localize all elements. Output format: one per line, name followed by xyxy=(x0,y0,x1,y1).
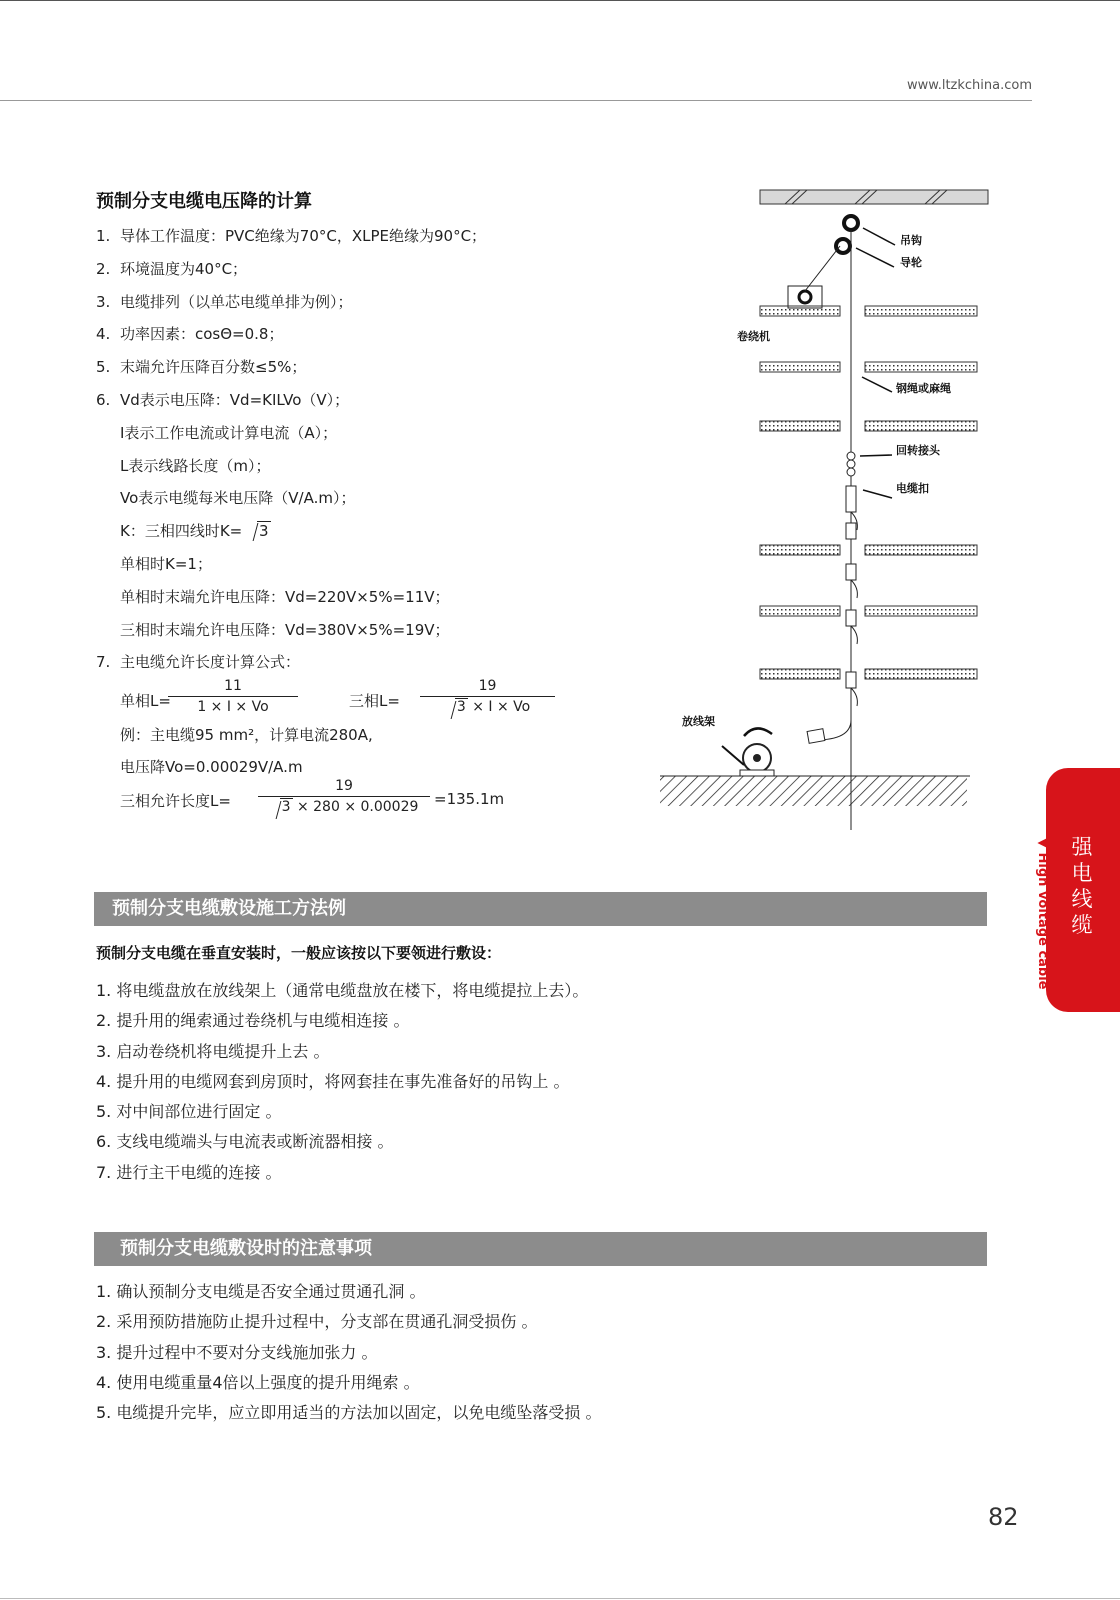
method-lead: 预制分支电缆在垂直安装时，一般应该按以下要领进行敷设： xyxy=(96,944,502,962)
note-item: 5. 电缆提升完毕，应立即用适当的方法加以固定，以免电缆坠落受损 。 xyxy=(96,1403,602,1423)
vo-value: 电压降Vo=0.00029V/A.m xyxy=(120,758,303,776)
label-swivel: 回转接头 xyxy=(896,444,940,457)
k-single-phase: 单相时K=1； xyxy=(120,554,212,573)
cable-clamp-icon xyxy=(846,486,856,512)
allow-length-fraction xyxy=(258,778,430,815)
website-url: www.ltzkchina.com xyxy=(907,78,1032,93)
single-phase-label: 单相L= xyxy=(120,692,171,710)
side-tab-english: ▼ High voltage cable xyxy=(1035,838,1050,990)
swivel-icon xyxy=(847,452,855,460)
side-tab-label: 强电线缆 xyxy=(1071,835,1093,937)
note-item: 4. 使用电缆重量4倍以上强度的提升用绳索 。 xyxy=(96,1372,420,1392)
label-reel-stand: 放线架 xyxy=(682,715,715,728)
notes-heading: 预制分支电缆敷设时的注意事项 xyxy=(94,1232,987,1266)
calc-item-7: 7. 主电缆允许长度计算公式： xyxy=(96,653,301,672)
three-phase-label: 三相L= xyxy=(349,692,400,710)
page-number: 82 xyxy=(988,1503,1019,1531)
header-rule xyxy=(0,100,1032,101)
pulley-icon xyxy=(836,239,850,253)
label-winch: 卷绕机 xyxy=(737,330,770,343)
k-three-phase: K：三相四线时K= 3 xyxy=(120,522,269,541)
sqrt-symbol: 3 xyxy=(270,799,293,815)
note-item: 3. 提升过程中不要对分支线施加张力 。 xyxy=(96,1342,378,1362)
floor-slabs xyxy=(760,306,977,679)
method-step: 3. 启动卷绕机将电缆提升上去 。 xyxy=(96,1041,330,1061)
l-definition: L表示线路长度（m）； xyxy=(120,456,271,475)
notes-list xyxy=(96,1282,601,1433)
allow-length-result: =135.1m xyxy=(434,790,505,808)
winch-box xyxy=(788,286,822,308)
method-step: 5. 对中间部位进行固定 。 xyxy=(96,1102,282,1122)
single-numerator: 11 xyxy=(224,678,242,694)
note-item: 2. 采用预防措施防止提升过程中，分支部在贯通孔洞受损伤 。 xyxy=(96,1312,538,1332)
method-step: 1. 将电缆盘放在放线架上（通常电缆盘放在楼下，将电缆提拉上去）。 xyxy=(96,981,589,1000)
calc-list xyxy=(96,226,486,685)
allow-denominator: 3 × 280 × 0.00029 xyxy=(258,799,430,815)
calc-item-5: 5. 末端允许压降百分数≤5%； xyxy=(96,358,307,377)
single-phase-drop: 单相时末端允许电压降：Vd=220V×5%=11V； xyxy=(120,587,450,606)
calc-item-1: 1. 导体工作温度：PVC绝缘为70°C，XLPE绝缘为90°C； xyxy=(96,227,487,245)
note-item: 1. 确认预制分支电缆是否安全通过贯通孔洞 。 xyxy=(96,1282,426,1301)
vo-definition: Vo表示电缆每米电压降（V/A.m）； xyxy=(120,489,356,508)
installation-diagram xyxy=(660,180,1000,830)
calc-item-2: 2. 环境温度为40°C； xyxy=(96,259,248,278)
sqrt-symbol: 3 xyxy=(445,699,468,715)
sqrt-symbol: 3 xyxy=(247,521,271,541)
label-rope: 钢绳或麻绳 xyxy=(896,382,951,395)
three-denominator: 3 × I × Vo xyxy=(420,699,555,715)
example-text: 例：主电缆95 mm²，计算电流280A, xyxy=(120,726,373,744)
method-step: 4. 提升用的电缆网套到房顶时，将网套挂在事先准备好的吊钩上 。 xyxy=(96,1071,570,1091)
method-heading: 预制分支电缆敷设施工方法例 xyxy=(94,892,987,926)
ground xyxy=(660,776,967,806)
method-step: 2. 提升用的绳索通过卷绕机与电缆相连接 。 xyxy=(96,1011,410,1031)
top-border xyxy=(0,0,1120,1)
method-step: 7. 进行主干电缆的连接 。 xyxy=(96,1162,282,1182)
calc-item-4: 4. 功率因素：cosΘ=0.8； xyxy=(96,325,284,344)
side-category-tab[interactable] xyxy=(1046,768,1120,1012)
three-phase-fraction xyxy=(420,678,555,715)
allow-numerator: 19 xyxy=(335,778,353,794)
hook-icon xyxy=(844,216,858,230)
label-clamp: 电缆扣 xyxy=(896,482,929,495)
allow-length-label: 三相允许长度L= xyxy=(120,792,231,810)
bottom-border xyxy=(0,1598,1120,1599)
label-hook: 吊钩 xyxy=(900,234,922,247)
method-step: 6. 支线电缆端头与电流表或断流器相接 。 xyxy=(96,1132,394,1152)
method-steps xyxy=(96,981,588,1193)
single-phase-fraction xyxy=(168,678,298,715)
single-denominator: 1 × I × Vo xyxy=(197,699,269,715)
three-phase-drop: 三相时末端允许电压降：Vd=380V×5%=19V； xyxy=(120,620,450,639)
calc-item-6: 6. Vd表示电压降：Vd=KILVo（V）； xyxy=(96,390,350,409)
calc-item-3: 3. 电缆排列（以单芯电缆单排为例）； xyxy=(96,292,353,311)
calc-title: 预制分支电缆电压降的计算 xyxy=(96,191,312,212)
label-pulley: 导轮 xyxy=(900,256,922,269)
i-definition: I表示工作电流或计算电流（A）； xyxy=(120,423,338,442)
three-numerator: 19 xyxy=(478,678,497,694)
